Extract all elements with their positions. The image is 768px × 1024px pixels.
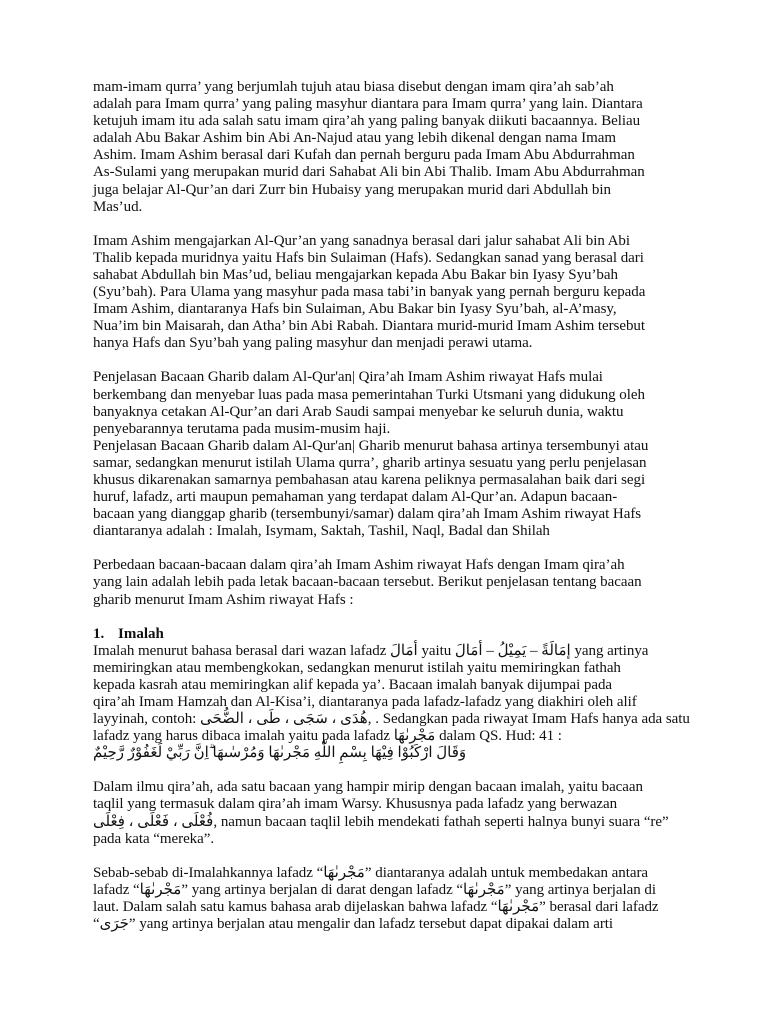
paragraph-gap	[93, 609, 693, 626]
paragraph-gap	[93, 848, 693, 865]
paragraph-qurra-intro: mam-imam qurra’ yang berjumlah tujuh atau biasa disebut dengan imam qira’ah sab’ah adalah para Imam qurra’ yang paling masyhur diantara para Imam qurra’ yang lain. Diantara ketujuh imam itu ada salah satu imam qira’ah yang paling banyak diikuti bacaannya. Beliau adalah Abu Bakar Ashim bin Abi An-Najud atau yang lebih dikenal dengan nama Imam Ashim. Imam Ashim berasal dari Kufah dan pernah berguru pada Imam Abu Abdurrahman As-Sulami yang merupakan murid dari Sahabat Ali bin Abi Thalib. Imam Abu Abdurrahman juga belajar Al-Qur’an dari Zurr bin Hubaisy yang merupakan murid dari Abdullah bin Mas’ud.	[93, 79, 645, 215]
paragraph-hafs-spread: Penjelasan Bacaan Gharib dalam Al-Qur'an| Qira’ah Imam Ashim riwayat Hafs mulai berkembang dan menyebar luas pada masa pemerintahan Turki Utsmani yang didukung oleh banyaknya cetakan Al-Qur’an dari Arab Saudi sampai menyebar ke seluruh dunia, waktu penyebarannya terutama pada musim-musim haji.	[93, 369, 645, 437]
paragraph-ashim-teaching: Imam Ashim mengajarkan Al-Qur’an yang sanadnya berasal dari jalur sahabat Ali bin Abi Thalib kepada muridnya yaitu Hafs bin Sulaiman (Hafs). Sedangkan sanad yang berasal dari sahabat Abdullah bin Mas’ud, beliau mengajarkan kepada Abu Bakar bin Iyasy Syu’bah (Syu’bah). Para Ulama yang masyhur pada masa tabi’in banyak yang pernah berguru kepada Imam Ashim, diantaranya Hafs bin Sulaiman, Abu Bakar bin Iyasy Syu’bah, al-A’masy, Nua’im bin Maisarah, dan Atha’ bin Abi Rabah. Diantara murid-murid Imam Ashim tersebut hanya Hafs dan Syu’bah yang paling masyhur dan menjadi perawi utama.	[93, 232, 646, 352]
paragraph-imalah-reasons: Sebab-sebab di-Imalahkannya lafadz “مَجْرىٰهَا” diantaranya adalah untuk membedakan antara lafadz “مَجْرىٰهَا” yang artinya berjalan di darat dengan lafadz “مَجْرىٰهَا” yang artinya berjalan di laut. Dalam salah satu kamus bahasa arab dijelaskan bahwa lafadz “مَجْرىٰهَا” berasal dari lafadz “جَرَى” yang artinya berjalan atau mengalir dan lafadz tersebut dapat dipakai dalam arti	[93, 864, 659, 933]
paragraph-gap	[93, 540, 693, 557]
section-heading-imalah	[93, 626, 693, 643]
paragraph-imalah-definition: Imalah menurut bahasa berasal dari wazan lafadz أمَالَ yaitu إمَالَةً – يَمِيْلُ – أمَالَ yang artinya memiringkan atau membengkokan, sedangkan menurut istilah yaitu memiringkan fathah kepada kasrah atau memiringkan alif kepada ya’. Bacaan imalah banyak dijumpai pada qira’ah Imam Hamzah dan Al-Kisa’i, diantaranya pada lafadz-lafadz yang diakhiri oleh alif layyinah, contoh: هُدَى ، سَجَى ، طَى ، الضُّحَى, . Sedangkan pada riwayat Imam Hafs hanya ada satu lafadz yang harus dibaca imalah yaitu pada lafadz مَجْرىٰهَا dalam QS. Hud: 41 : وَقَالَ ارْكَبُوْا فِيْهَا بِسْمِ اللّٰهِ مَجْرىٰهَا وَمُرْسٰىهَا ۗاِنَّ رَبِّيْ لَغَفُوْرٌ رَّحِيْمٌ	[93, 642, 690, 762]
paragraph-gap	[93, 762, 693, 779]
paragraph-taqlil: Dalam ilmu qira’ah, ada satu bacaan yang hampir mirip dengan bacaan imalah, yaitu bacaan taqlil yang termasuk dalam qira’ah imam Warsy. Khususnya pada lafadz yang berwazan فُعْلَى ، فَعْلَى ، فِعْلَى, namun bacaan taqlil lebih mendekati fathah seperti halnya bunyi suara “re” pada kata “mereka”.	[93, 779, 669, 847]
paragraph-gharib-definition: Penjelasan Bacaan Gharib dalam Al-Qur'an| Gharib menurut bahasa artinya tersembunyi atau samar, sedangkan menurut istilah Ulama qurra’, gharib artinya sesuatu yang perlu penjelasan khusus dikarenakan samarnya pembahasan atau karena peliknya permasalahan baik dari segi huruf, lafadz, arti maupun pemahaman yang terdapat dalam Al-Qur’an. Adapun bacaan- bacaan yang dianggap gharib (tersembunyi/samar) dalam qira’ah Imam Ashim riwayat Hafs diantaranya adalah : Imalah, Isymam, Saktah, Tashil, Naql, Badal dan Shilah	[93, 437, 649, 540]
heading-title: Imalah	[118, 625, 164, 642]
paragraph-gap	[93, 216, 693, 233]
paragraph-gap	[93, 352, 693, 369]
paragraph-differences: Perbedaan bacaan-bacaan dalam qira’ah Imam Ashim riwayat Hafs dengan Imam qira’ah yang lain adalah lebih pada letak bacaan-bacaan tersebut. Berikut penjelasan tentang bacaan gharib menurut Imam Ashim riwayat Hafs :	[93, 557, 642, 608]
heading-number: 1.	[93, 625, 105, 642]
document-body	[93, 79, 693, 933]
